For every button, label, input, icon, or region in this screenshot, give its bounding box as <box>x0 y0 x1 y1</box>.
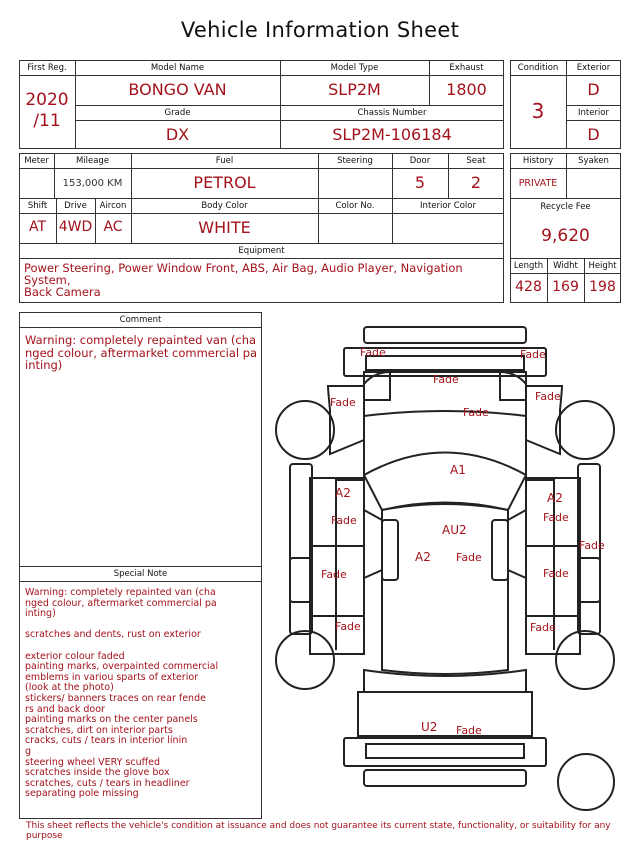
damage-mark: Fade <box>530 621 556 634</box>
exterior-label: Exterior <box>576 63 611 73</box>
model-type-value: SLP2M <box>328 80 381 99</box>
interior-color-label: Interior Color <box>420 201 476 211</box>
body-color-value: WHITE <box>198 218 251 237</box>
comment-text: Warning: completely repainted van (cha nged colour, aftermarket commercial pa inting) <box>25 333 258 372</box>
drive-value: 4WD <box>58 219 93 235</box>
damage-mark: Fade <box>331 514 357 527</box>
model-name-label: Model Name <box>150 63 205 73</box>
wheel-rear-right <box>556 631 614 689</box>
back-door <box>358 692 532 736</box>
length-value: 428 <box>515 279 542 295</box>
condition-value: 3 <box>531 99 545 123</box>
shift-value: AT <box>28 219 47 235</box>
drive-label: Drive <box>64 201 87 211</box>
chassis-number-label: Chassis Number <box>357 108 427 118</box>
disclaimer-footer: This sheet reflects the vehicle's condition at issuance and does not guarantee its current state, functionality, or suitability for any purpose <box>26 821 611 841</box>
mileage-label: Mileage <box>75 156 110 166</box>
width-value: 169 <box>552 279 579 295</box>
body-color-label: Body Color <box>201 201 248 211</box>
recycle-fee-value: 9,620 <box>541 226 590 246</box>
door-label: Door <box>409 156 431 166</box>
length-label: Length <box>513 261 544 271</box>
damage-mark: Fade <box>579 539 605 552</box>
seat-label: Seat <box>466 156 486 166</box>
exterior-value: D <box>587 80 600 99</box>
damage-mark: Fade <box>360 346 386 359</box>
condition-label: Condition <box>517 63 559 73</box>
damage-mark: Fade <box>463 406 489 419</box>
steering-label: Steering <box>337 156 373 166</box>
history-value: PRIVATE <box>518 178 558 189</box>
aircon-value: AC <box>103 219 123 235</box>
damage-mark: A2 <box>415 550 431 564</box>
model-type-label: Model Type <box>330 63 379 73</box>
interior-label: Interior <box>577 108 609 118</box>
damage-mark: Fade <box>535 390 561 403</box>
fuel-value: PETROL <box>193 173 256 192</box>
recycle-fee-label: Recycle Fee <box>540 202 591 212</box>
comment-label: Comment <box>119 315 162 325</box>
mileage-value: 153,000 KM <box>62 178 123 189</box>
damage-mark: Fade <box>543 567 569 580</box>
exhaust-value: 1800 <box>446 80 487 99</box>
front-bumper-top <box>364 327 526 343</box>
grade-label: Grade <box>164 108 191 118</box>
damage-mark: Fade <box>520 348 546 361</box>
equipment-value: Power Steering, Power Window Front, ABS, Air Bag, Audio Player, Navigation System, Back Camera <box>24 261 463 299</box>
wheel-rear-left <box>276 631 334 689</box>
damage-mark: A1 <box>450 463 466 477</box>
rear-bumper <box>344 738 546 766</box>
special-note-label: Special Note <box>113 569 168 579</box>
first-reg-value: 2020 /11 <box>25 90 69 131</box>
damage-mark: Fade <box>330 396 356 409</box>
height-label: Height <box>588 261 617 271</box>
exhaust-label: Exhaust <box>449 63 484 73</box>
damage-mark: A2 <box>335 486 351 500</box>
damage-mark: Fade <box>456 724 482 737</box>
damage-mark: AU2 <box>442 523 467 537</box>
first-reg-label: First Reg. <box>27 63 67 73</box>
meter-label: Meter <box>24 156 49 166</box>
width-label: Widht <box>553 261 578 271</box>
color-no-label: Color No. <box>335 201 375 211</box>
wheel-front-left <box>276 401 334 459</box>
damage-mark: U2 <box>421 720 438 734</box>
wheel-front-right <box>556 401 614 459</box>
chassis-number-value: SLP2M-106184 <box>332 125 452 144</box>
damage-mark: Fade <box>321 568 347 581</box>
special-note-text: Warning: completely repainted van (cha nged colour, aftermarket commercial pa inting) scratches and dents, rust on exterior exterior colour faded painting marks, overpainted commercial emblems in variou sparts of exterior (look at the photo) stickers/ banners traces on rear fende rs and back door painting marks on the center panels scratches, dirt on interior parts cracks, cuts / tears in interior linin g steering wheel VERY scuffed scratches inside the glove box scratches, cuts / tears in headliner separating pole missing <box>25 587 219 800</box>
damage-mark: Fade <box>433 373 459 386</box>
windshield <box>364 453 526 511</box>
history-label: History <box>522 156 554 166</box>
spare-wheel <box>558 754 614 810</box>
damage-mark: Fade <box>335 620 361 633</box>
grade-value: DX <box>165 125 190 144</box>
interior-value: D <box>587 125 600 144</box>
model-name-value: BONGO VAN <box>128 80 227 99</box>
door-value: 5 <box>414 173 426 192</box>
height-value: 198 <box>589 279 616 295</box>
damage-mark: A2 <box>547 491 563 505</box>
damage-mark: Fade <box>543 511 569 524</box>
syaken-label: Syaken <box>578 156 609 166</box>
seat-value: 2 <box>470 173 482 192</box>
shift-label: Shift <box>27 201 48 211</box>
aircon-label: Aircon <box>99 201 127 211</box>
rear-bumper-bottom <box>364 770 526 786</box>
fuel-label: Fuel <box>215 156 234 166</box>
page-title: Vehicle Information Sheet <box>180 18 460 42</box>
equipment-label: Equipment <box>238 246 285 256</box>
damage-mark: Fade <box>456 551 482 564</box>
